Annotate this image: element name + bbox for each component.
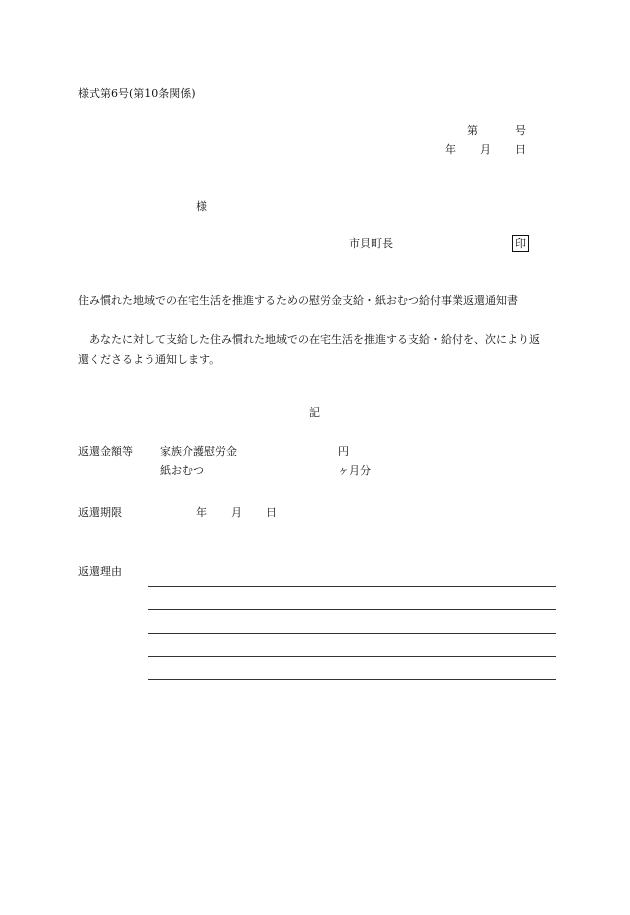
reason-line-4 <box>148 656 556 657</box>
document-number-suffix: 号 <box>515 124 526 137</box>
date-year: 年 <box>445 143 456 156</box>
date-month: 月 <box>480 143 491 156</box>
refund-unit-yen: 円 <box>338 445 349 458</box>
reason-line-1 <box>148 586 556 587</box>
deadline-day: 日 <box>266 506 277 519</box>
document-number-prefix: 第 <box>467 124 478 137</box>
seal-stamp: 印 <box>512 235 529 252</box>
reason-label: 返還理由 <box>78 565 122 578</box>
refund-label: 返還金額等 <box>78 445 133 458</box>
issuer-name: 市貝町長 <box>349 237 393 250</box>
deadline-year: 年 <box>196 506 207 519</box>
body-text: あなたに対して支給した住み慣れた地域での在宅生活を推進する支給・給付を、次により返還くださるよう通知します。 <box>78 333 540 366</box>
addressee-suffix: 様 <box>196 200 207 213</box>
reason-line-5 <box>148 679 556 680</box>
deadline-month: 月 <box>231 506 242 519</box>
reason-line-2 <box>148 609 556 610</box>
body-paragraph <box>78 330 550 370</box>
reason-line-3 <box>148 633 556 634</box>
date-day: 日 <box>515 143 526 156</box>
refund-item-diapers: 紙おむつ <box>160 464 204 477</box>
deadline-label: 返還期限 <box>78 506 122 519</box>
document-title: 住み慣れた地域での在宅生活を推進するための慰労金支給・紙おむつ給付事業返還通知書 <box>78 294 518 307</box>
form-number: 様式第6号(第10条関係) <box>78 87 196 100</box>
ki-heading: 記 <box>309 406 320 419</box>
refund-item-consolation: 家族介護慰労金 <box>160 445 237 458</box>
refund-unit-months: ヶ月分 <box>338 464 371 477</box>
